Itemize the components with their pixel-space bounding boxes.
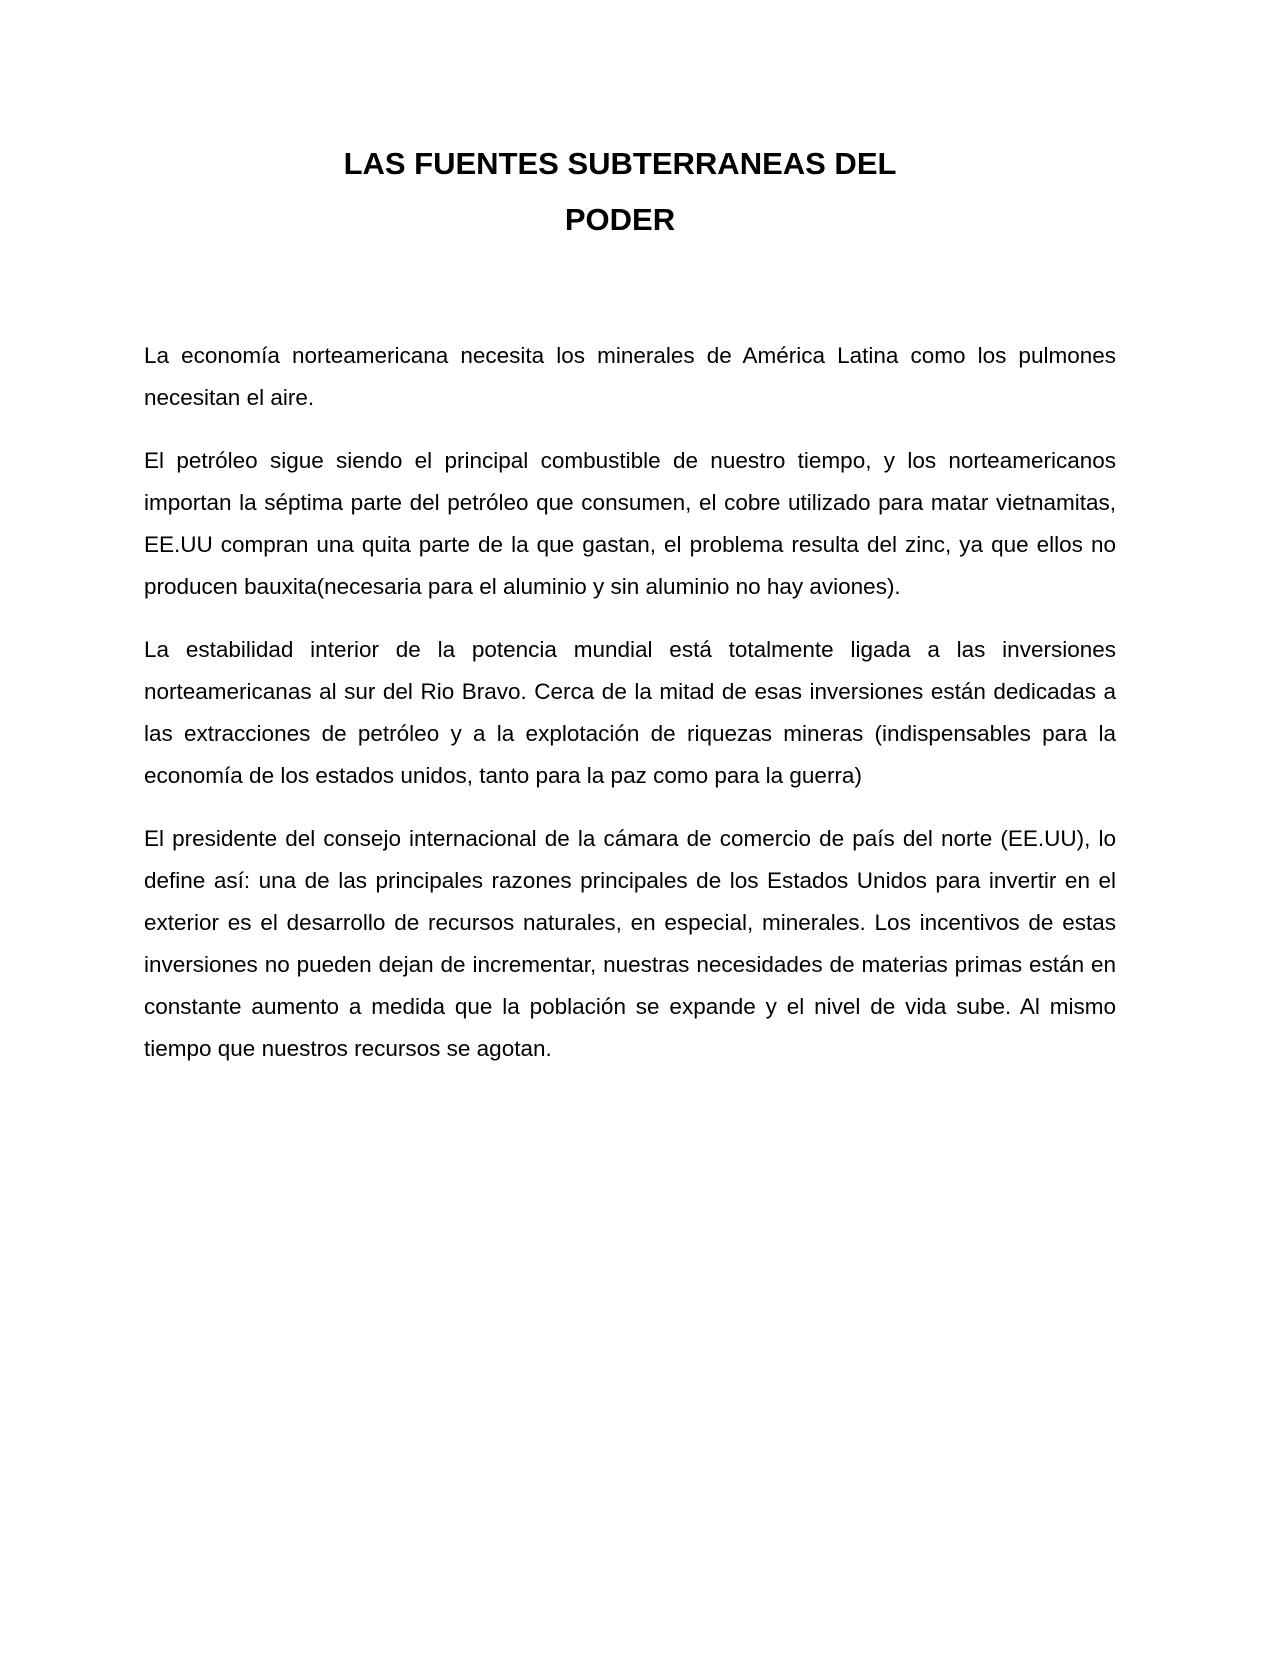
paragraph-3: La estabilidad interior de la potencia mundial está totalmente ligada a las inversiones norteamericanas al sur del Rio Bravo. Cerca de la mitad de esas inversiones están dedicadas a las extracciones de petróleo y a la explotación de riquezas mineras (indispensables para la economía de los estados unidos, tanto para la paz como para la guerra) bbox=[144, 637, 1116, 788]
document-body bbox=[144, 335, 1116, 1091]
title-line-2: PODER bbox=[564, 202, 676, 237]
document-title bbox=[230, 136, 1010, 248]
paragraph-4: El presidente del consejo internacional de la cámara de comercio de país del norte (EE.UU), lo define así: una de las principales razones principales de los Estados Unidos para invertir en el exterior es el desarrollo de recursos naturales, en especial, minerales. Los incentivos de estas inversiones no pueden dejan de incrementar, nuestras necesidades de materias primas están en constante aumento a medida que la población se expande y el nivel de vida sube. Al mismo tiempo que nuestros recursos se agotan. bbox=[144, 826, 1116, 1061]
paragraph-2: El petróleo sigue siendo el principal combustible de nuestro tiempo, y los norteamericanos importan la séptima parte del petróleo que consumen, el cobre utilizado para matar vietnamitas, EE.UU compran una quita parte de la que gastan, el problema resulta del zinc, ya que ellos no producen bauxita(necesaria para el aluminio y sin aluminio no hay aviones). bbox=[144, 448, 1116, 599]
title-line-1: LAS FUENTES SUBTERRANEAS DEL bbox=[343, 146, 897, 181]
paragraph-1: La economía norteamericana necesita los minerales de América Latina como los pulmones necesitan el aire. bbox=[144, 343, 1116, 410]
